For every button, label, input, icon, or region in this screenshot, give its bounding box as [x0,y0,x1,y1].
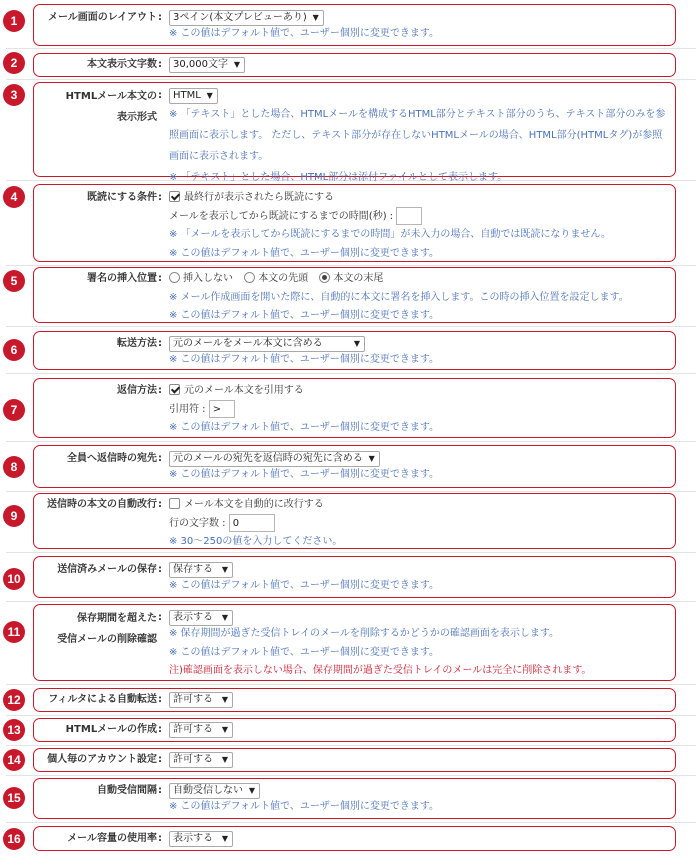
chevron-down-icon: ▼ [221,834,228,843]
setting-label: 保存期間を超えた 受信メールの削除確認 [57,613,157,645]
setting-delete-confirm [33,604,676,681]
number-badge-icon: 12 [3,689,25,711]
colon: : [158,338,162,349]
row-divider [6,684,696,685]
note-text: ※ この値はデフォルト値で、ユーザー個別に変更できます。 [169,422,440,433]
number-badge-icon: 13 [3,719,25,741]
setting-label: 返信方法 [117,385,157,396]
note-text: ※ この値はデフォルト値で、ユーザー個別に変更できます。 [169,647,440,658]
chevron-down-icon: ▼ [221,755,228,764]
mark-read-seconds-input[interactable] [396,207,422,225]
chevron-down-icon: ▼ [221,565,228,574]
setting-label: 全員へ返信時の宛先 [67,453,157,464]
note-text: ※ 「テキスト」とした場合、HTMLメールを構成するHTML部分とテキスト部分のうち、テキスト部分のみを参照画面に表示します。 ただし、テキスト部分が存在しないHTMLメールの場合、HTML部分(HTMLタグ)が参照画面に表示されます。 [169,109,666,162]
auto-receive-select[interactable]: 自動受信しない ▼ [169,783,260,799]
setting-auto-receive [33,778,676,819]
colon: : [158,59,162,70]
chevron-down-icon: ▼ [221,725,228,734]
signature-none-radio[interactable] [169,272,180,283]
chevron-down-icon: ▼ [233,60,240,69]
signature-top-radio[interactable] [244,272,255,283]
setting-label: 本文表示文字数 [87,59,157,70]
html-compose-select[interactable]: 許可する ▼ [169,722,233,738]
setting-html-compose [33,718,676,742]
row-divider [6,326,696,327]
setting-label: 送信時の本文の自動改行 [47,499,157,510]
setting-usage-rate [33,826,676,851]
setting-label: 署名の挿入位置 [87,273,157,284]
colon: : [158,499,162,510]
number-badge-icon: 9 [3,505,25,527]
row-divider [6,79,696,80]
html-display-select[interactable]: HTML ▼ [169,88,218,104]
quote-original-checkbox[interactable] [169,384,180,395]
mail-layout-select[interactable]: 3ペイン(本文プレビューあり) ▼ [169,10,324,26]
warning-text: 注)確認画面を表示しない場合、保存期間が過ぎた受信トレイのメールは完全に削除されます。 [169,665,592,676]
mark-read-checkbox[interactable] [169,191,180,202]
row-divider [6,441,696,442]
number-badge-icon: 11 [3,621,25,643]
row-divider [6,715,696,716]
note-text: ※ この値はデフォルト値で、ユーザー個別に変更できます。 [169,469,440,480]
note-text: ※ 30～250の値を入力してください。 [169,536,343,547]
chevron-down-icon: ▼ [206,91,213,100]
colon: : [158,273,162,284]
number-badge-icon: 2 [3,52,25,74]
setting-forward-method [33,331,676,370]
setting-label: HTMLメール本文の 表示形式 [65,91,157,123]
auto-wrap-checkbox[interactable] [169,498,180,509]
setting-label: メール画面のレイアウト [48,12,157,23]
note-text: ※ この値はデフォルト値で、ユーザー個別に変更できます。 [169,28,440,39]
colon: : [158,785,162,796]
save-sent-select[interactable]: 保存する ▼ [169,562,233,578]
setting-label: メール容量の使用率 [67,833,157,844]
row-divider [6,745,696,746]
setting-label: 既読にする条件 [87,192,157,203]
number-badge-icon: 5 [3,270,25,292]
row-divider [6,265,696,266]
usage-rate-select[interactable]: 表示する ▼ [169,831,233,847]
colon: : [158,385,162,396]
setting-label: 転送方法 [117,338,157,349]
number-badge-icon: 3 [3,84,25,106]
chevron-down-icon: ▼ [368,454,375,463]
colon: : [158,833,162,844]
chevron-down-icon: ▼ [312,13,319,22]
number-badge-icon: 14 [3,749,25,771]
setting-label: フィルタによる自動転送 [48,694,157,705]
number-badge-icon: 4 [3,186,25,208]
colon: : [158,694,162,705]
row-divider [6,373,696,374]
colon: : [158,90,162,101]
quote-mark-input[interactable] [209,400,235,418]
setting-auto-wrap: 送信時の本文の自動改行 : メール本文を自動的に改行する 行の文字数 : 0 ※ 30～250の値を入力してください。 [33,493,676,549]
note-text: ※ 「テキスト」とした場合、HTML部分は添付ファイルとして表示します。 [169,172,508,183]
setting-signature-position: 署名の挿入位置 : 挿入しない 本文の先頭 本文の末尾 ※ メール作成画面を開いた際に、自動的に本文に署名を挿入します。この時の挿入位置を設定します。 ※ この値はデフォルト値で、ユーザー個別に変更できます。 [33,267,676,323]
setting-html-display [33,82,676,183]
row-divider [6,822,696,823]
number-badge-icon: 10 [3,568,25,590]
colon: : [158,564,162,575]
number-badge-icon: 7 [3,399,25,421]
setting-reply-method: 返信方法 : 元のメール本文を引用する 引用符 : > ※ この値はデフォルト値で、ユーザー個別に変更できます。 [33,378,676,438]
note-text: ※ メール作成画面を開いた際に、自動的に本文に署名を挿入します。この時の挿入位置を設定します。 [169,292,629,303]
note-text: ※ この値はデフォルト値で、ユーザー個別に変更できます。 [169,310,440,321]
setting-mark-read: 既読にする条件 : 最終行が表示されたら既読にする メールを表示してから既読にするまでの時間(秒) : ※ 「メールを表示してから既読にするまでの時間」が未入力の場合、自動では既読になりません。 ※ この値はデフォルト値で、ユーザー個別に変更できます。 [33,184,676,262]
setting-reply-all [33,445,676,488]
note-text: ※ この値はデフォルト値で、ユーザー個別に変更できます。 [169,580,440,591]
filter-forward-select[interactable]: 許可する ▼ [169,692,233,708]
row-divider [6,48,696,49]
colon: : [158,612,162,623]
setting-account [33,748,676,772]
row-divider [6,601,696,602]
note-text: ※ この値はデフォルト値で、ユーザー個別に変更できます。 [169,801,440,812]
number-badge-icon: 8 [3,456,25,478]
row-divider [6,775,696,776]
colon: : [158,453,162,464]
note-text: ※ 「メールを表示してから既読にするまでの時間」が未入力の場合、自動では既読になりません。 [169,229,611,240]
setting-label: 送信済みメールの保存 [57,564,157,575]
note-text: ※ この値はデフォルト値で、ユーザー個別に変更できます。 [169,354,440,365]
setting-label: 自動受信間隔 [97,785,157,796]
colon: : [158,724,162,735]
body-chars-select[interactable]: 30,000文字 ▼ [169,57,245,73]
account-select[interactable]: 許可する ▼ [169,752,233,768]
setting-label: HTMLメールの作成 [65,724,157,735]
chevron-down-icon: ▼ [221,695,228,704]
colon: : [158,192,162,203]
forward-method-select[interactable]: 元のメールをメール本文に含める ▼ [169,336,365,352]
chevron-down-icon: ▼ [353,339,361,348]
setting-mail-layout [33,4,676,46]
note-text: ※ この値はデフォルト値で、ユーザー個別に変更できます。 [169,248,440,259]
delete-confirm-select[interactable]: 表示する ▼ [169,610,233,626]
reply-all-select[interactable]: 元のメールの宛先を返信時の宛先に含める ▼ [169,451,380,467]
setting-body-chars [33,53,676,77]
number-badge-icon: 6 [3,339,25,361]
number-badge-icon: 1 [3,10,25,32]
number-badge-icon: 16 [3,828,25,850]
number-badge-icon: 15 [3,787,25,809]
row-divider [6,552,696,553]
row-divider [6,491,696,492]
setting-filter-forward [33,688,676,712]
setting-label: 個人毎のアカウント設定 [47,754,157,765]
chevron-down-icon: ▼ [248,786,255,795]
signature-bottom-radio[interactable] [319,272,330,283]
note-text: ※ 保存期間が過ぎた受信トレイのメールを削除するかどうかの確認画面を表示します。 [169,628,560,639]
colon: : [158,754,162,765]
colon: : [158,12,162,23]
chevron-down-icon: ▼ [221,613,228,622]
line-chars-input[interactable] [229,514,275,532]
setting-save-sent [33,556,676,598]
